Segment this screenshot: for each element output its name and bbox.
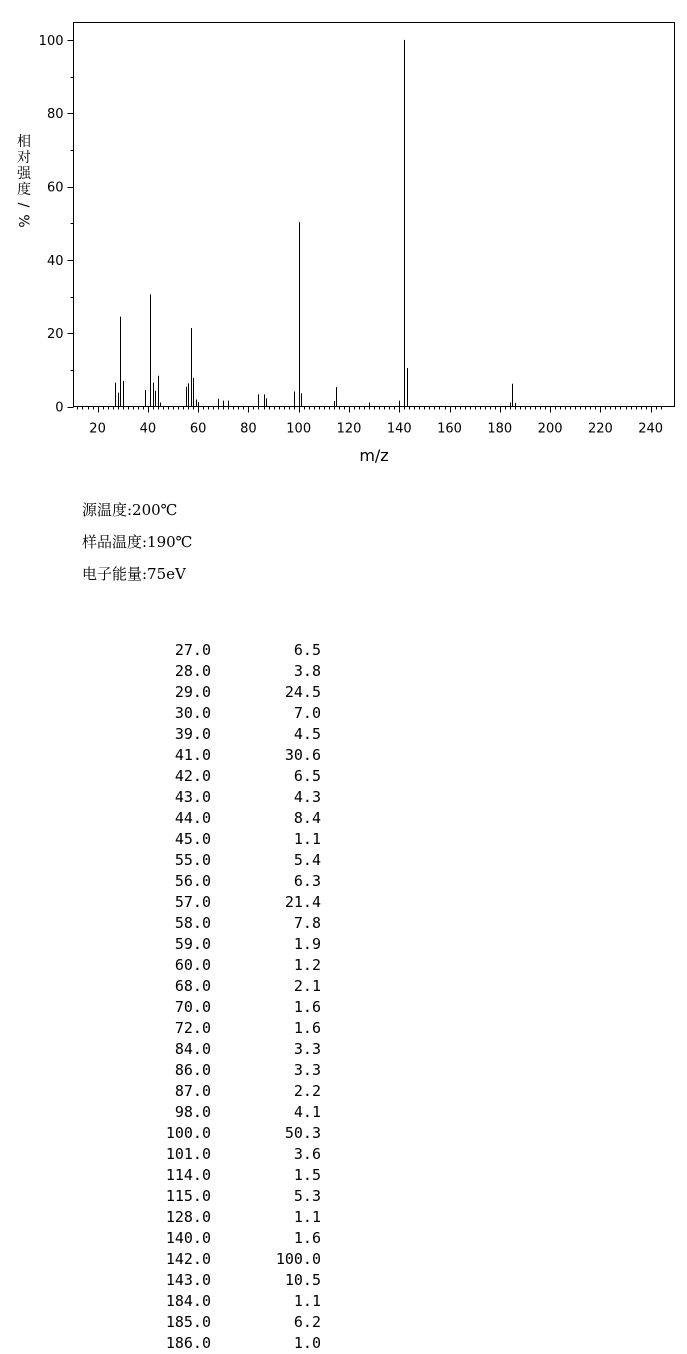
table-row — [120, 829, 321, 850]
peak-list-table — [120, 640, 321, 1354]
intensity-cell: 21.4 — [284, 893, 321, 911]
table-row — [120, 1060, 321, 1081]
mz-cell: 186.0 — [165, 1334, 211, 1352]
table-row — [120, 1207, 321, 1228]
table-row — [120, 640, 321, 661]
mz-cell: 115.0 — [165, 1187, 211, 1205]
y-tick-label: 100 — [38, 33, 64, 49]
intensity-cell: 3.3 — [293, 1040, 321, 1058]
table-row — [120, 724, 321, 745]
intensity-cell: 3.6 — [293, 1145, 321, 1163]
y-tick-label: 60 — [46, 180, 64, 196]
table-row — [120, 766, 321, 787]
mz-cell: 41.0 — [174, 746, 211, 764]
table-row — [120, 1186, 321, 1207]
table-row — [120, 913, 321, 934]
table-row — [120, 661, 321, 682]
table-row — [120, 1102, 321, 1123]
mz-cell: 39.0 — [174, 725, 211, 743]
mz-cell: 29.0 — [174, 683, 211, 701]
sample-temperature: 样品温度:190℃ — [82, 533, 193, 551]
intensity-cell: 1.2 — [293, 956, 321, 974]
intensity-cell: 10.5 — [284, 1271, 321, 1289]
intensity-cell: 1.6 — [293, 1229, 321, 1247]
y-label-char: / — [15, 202, 31, 208]
intensity-cell: 1.6 — [293, 998, 321, 1016]
mz-cell: 72.0 — [174, 1019, 211, 1037]
mz-cell: 184.0 — [165, 1292, 211, 1310]
intensity-cell: 5.4 — [293, 851, 321, 869]
table-row — [120, 1081, 321, 1102]
y-tick-label: 80 — [46, 107, 64, 123]
intensity-cell: 1.5 — [293, 1166, 321, 1184]
intensity-cell: 5.3 — [293, 1187, 321, 1205]
acquisition-conditions — [82, 494, 192, 590]
mz-cell: 27.0 — [174, 641, 211, 659]
intensity-cell: 24.5 — [284, 683, 321, 701]
mz-cell: 128.0 — [165, 1208, 211, 1226]
intensity-cell: 30.6 — [284, 746, 321, 764]
table-row — [120, 1165, 321, 1186]
table-row — [120, 808, 321, 829]
y-tick-label: 40 — [46, 253, 64, 269]
y-axis-ticks — [39, 34, 74, 416]
x-tick-label: 100 — [286, 421, 312, 437]
y-axis-label — [15, 133, 32, 228]
y-label-char: % — [15, 214, 31, 228]
mz-cell: 57.0 — [174, 893, 211, 911]
intensity-cell: 7.8 — [293, 914, 321, 932]
mz-cell: 114.0 — [165, 1166, 211, 1184]
y-label-char: 强 — [17, 166, 31, 182]
intensity-cell: 2.1 — [293, 977, 321, 995]
table-row — [120, 934, 321, 955]
mz-cell: 70.0 — [174, 998, 211, 1016]
mz-cell: 59.0 — [174, 935, 211, 953]
mz-cell: 55.0 — [174, 851, 211, 869]
table-row — [120, 682, 321, 703]
intensity-cell: 3.3 — [293, 1061, 321, 1079]
table-row — [120, 976, 321, 997]
intensity-cell: 2.2 — [293, 1082, 321, 1100]
mz-cell: 58.0 — [174, 914, 211, 932]
intensity-cell: 4.5 — [293, 725, 321, 743]
intensity-cell: 100.0 — [275, 1250, 321, 1268]
table-row — [120, 1144, 321, 1165]
peak-bars — [116, 40, 516, 407]
table-row — [120, 1312, 321, 1333]
intensity-cell: 50.3 — [284, 1124, 321, 1142]
x-axis-ticks — [78, 407, 664, 437]
table-row — [120, 1123, 321, 1144]
spectrum-plot — [0, 0, 687, 480]
intensity-cell: 6.5 — [293, 641, 321, 659]
x-tick-label: 80 — [240, 421, 257, 437]
x-tick-label: 160 — [437, 421, 462, 437]
electron-energy: 电子能量:75eV — [82, 565, 186, 583]
x-tick-label: 180 — [487, 421, 513, 437]
intensity-cell: 4.3 — [293, 788, 321, 806]
mz-cell: 68.0 — [174, 977, 211, 995]
x-tick-label: 40 — [139, 421, 157, 437]
plot-frame — [74, 23, 675, 407]
x-tick-label: 20 — [89, 421, 106, 437]
source-temperature: 源温度:200℃ — [82, 501, 178, 519]
intensity-cell: 1.9 — [293, 935, 321, 953]
table-row — [120, 1333, 321, 1354]
mz-cell: 60.0 — [174, 956, 211, 974]
y-label-char: 对 — [17, 150, 31, 166]
mz-cell: 45.0 — [174, 830, 211, 848]
table-row — [120, 1291, 321, 1312]
intensity-cell: 1.0 — [293, 1334, 321, 1352]
table-row — [120, 892, 321, 913]
mz-cell: 140.0 — [165, 1229, 211, 1247]
intensity-cell: 1.1 — [293, 1208, 321, 1226]
intensity-cell: 1.1 — [293, 1292, 321, 1310]
intensity-cell: 3.8 — [293, 662, 321, 680]
intensity-cell: 6.5 — [293, 767, 321, 785]
y-label-char: 相 — [17, 134, 31, 150]
mz-cell: 84.0 — [174, 1040, 211, 1058]
table-row — [120, 1270, 321, 1291]
mz-cell: 56.0 — [174, 872, 211, 890]
y-tick-label: 20 — [46, 327, 64, 343]
intensity-cell: 8.4 — [293, 809, 321, 827]
mz-cell: 100.0 — [165, 1124, 211, 1142]
table-row — [120, 955, 321, 976]
mz-cell: 44.0 — [174, 809, 211, 827]
mz-cell: 43.0 — [174, 788, 211, 806]
mz-cell: 98.0 — [174, 1103, 211, 1121]
mz-cell: 142.0 — [165, 1250, 211, 1268]
table-row — [120, 745, 321, 766]
y-label-char: 度 — [17, 182, 31, 198]
intensity-cell: 7.0 — [293, 704, 321, 722]
table-row — [120, 787, 321, 808]
table-row — [120, 871, 321, 892]
x-axis-label: m/z — [359, 446, 389, 465]
intensity-cell: 1.6 — [293, 1019, 321, 1037]
x-tick-label: 220 — [587, 421, 613, 437]
mz-cell: 28.0 — [174, 662, 211, 680]
intensity-cell: 4.1 — [293, 1103, 321, 1121]
intensity-cell: 1.1 — [293, 830, 321, 848]
table-row — [120, 997, 321, 1018]
table-row — [120, 1039, 321, 1060]
mz-cell: 87.0 — [174, 1082, 211, 1100]
table-row — [120, 1249, 321, 1270]
table-row — [120, 850, 321, 871]
mz-cell: 101.0 — [165, 1145, 211, 1163]
x-tick-label: 140 — [386, 421, 412, 437]
intensity-cell: 6.3 — [293, 872, 321, 890]
mz-cell: 185.0 — [165, 1313, 211, 1331]
mass-spectrum-chart — [0, 0, 687, 480]
table-row — [120, 703, 321, 724]
x-tick-label: 200 — [537, 421, 563, 437]
x-tick-label: 120 — [336, 421, 362, 437]
x-tick-label: 60 — [189, 421, 207, 437]
table-row — [120, 1228, 321, 1249]
mz-cell: 86.0 — [174, 1061, 211, 1079]
mz-cell: 30.0 — [174, 704, 211, 722]
intensity-cell: 6.2 — [293, 1313, 321, 1331]
mz-cell: 143.0 — [165, 1271, 211, 1289]
x-tick-label: 240 — [638, 421, 664, 437]
mz-cell: 42.0 — [174, 767, 211, 785]
table-row — [120, 1018, 321, 1039]
y-tick-label: 0 — [55, 400, 64, 416]
